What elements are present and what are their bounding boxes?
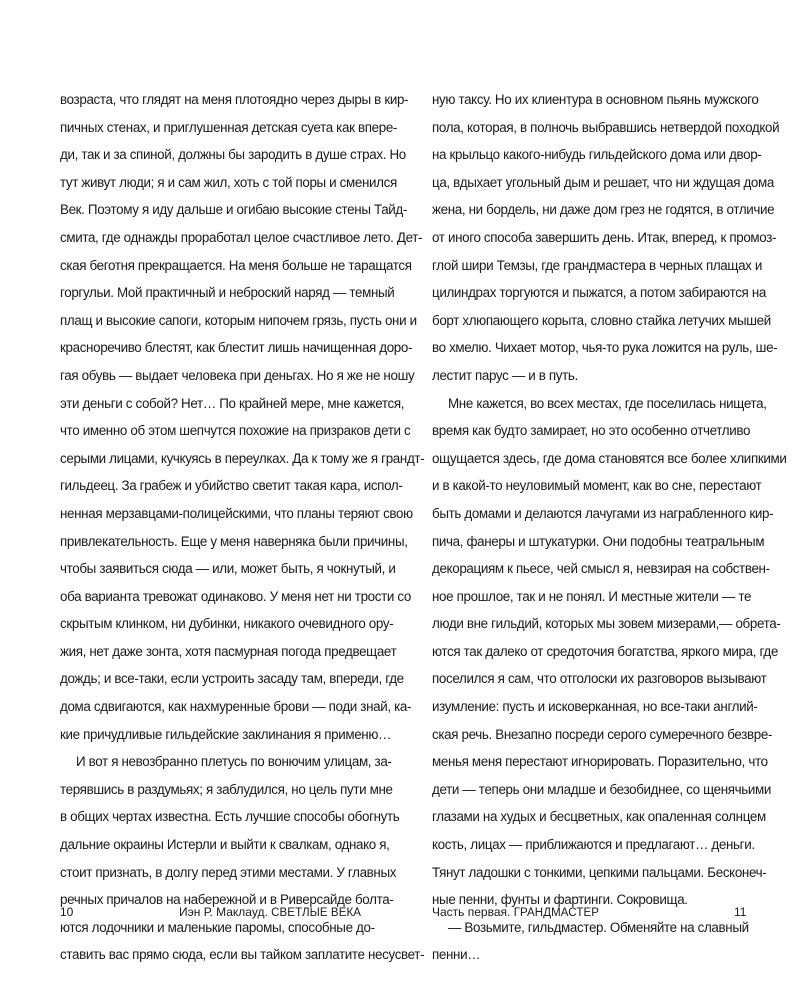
running-footer-right xyxy=(432,902,599,922)
running-footer-left xyxy=(179,902,361,922)
text-line: горгульи. Мой практичный и неброский наряд — темный xyxy=(60,285,395,301)
text-line: пенни… xyxy=(432,947,481,963)
text-line: дальние окраины Истерли и выйти к свалкам, однако я, xyxy=(60,837,390,853)
running-footer-part-title: ГРАНДМАСТЕР xyxy=(513,907,599,919)
text-line: Мне кажется, во всех местах, где поселилась нищета, xyxy=(448,395,767,411)
text-line: ская речь. Внезапно посреди серого сумеречного безвре- xyxy=(432,726,773,742)
text-line: ное прошлое, так и не понял. И местные жители — те xyxy=(432,588,752,604)
text-line: — Возьмите, гильдмастер. Обменяйте на славный xyxy=(448,919,749,935)
text-line: на крыльцо какого-нибудь гильдейского дома или двор- xyxy=(432,147,762,163)
text-line: тут живут люди; я и сам жил, хоть с той поры и сменился xyxy=(60,174,397,190)
text-line: глой шири Темзы, где грандмастера в черных плащах и xyxy=(432,257,763,273)
page-number-right: 11 xyxy=(734,905,747,919)
text-line: ощущается здесь, где дома становятся все более хлипкими xyxy=(432,450,787,466)
text-line: Век. Поэтому я иду дальше и огибаю высокие стены Тайд- xyxy=(60,202,407,218)
left-page-text xyxy=(60,86,425,969)
text-line: борт хлюпающего корыта, словно стайка летучих мышей xyxy=(432,312,771,328)
text-line: лестит парус — и в путь. xyxy=(432,367,578,383)
text-line: ненная мерзавцами-полицейскими, что планы теряют свою xyxy=(60,505,413,521)
text-line: терявшись в раздумьях; я заблудился, но цель пути мне xyxy=(60,781,393,797)
text-line: красноречиво блестят, как блестит лишь начищенная доро- xyxy=(60,340,413,356)
text-line: жия, нет даже зонта, хотя пасмурная погода предвещает xyxy=(60,643,397,659)
text-line: ную таксу. Но их клиентура в основном пьянь мужского xyxy=(432,92,759,107)
text-line: люди вне гильдий, которых мы зовем мизерами,— обрета- xyxy=(432,616,781,632)
text-line: что именно об этом шепчутся похожие на призраков дети с xyxy=(60,423,411,439)
text-line: кие причудливые гильдейские заклинания я применю… xyxy=(60,726,392,742)
text-line: эти деньги с собой? Нет… По крайней мере, мне кажется, xyxy=(60,395,405,411)
text-line: чтобы заявиться сюда — или, может быть, я чокнутый, и xyxy=(60,561,396,577)
text-line: пичных стенах, и приглушенная детская суета как впере- xyxy=(60,119,398,135)
text-line: плащ и высокие сапоги, которым нипочем грязь, пусть они и xyxy=(60,312,417,328)
text-line: ставить вас прямо сюда, если вы тайком заплатите несусвет- xyxy=(60,947,425,963)
text-line: ца, вдыхает угольный дым и решает, что ни ждущая дома xyxy=(432,174,774,190)
text-line: во хмелю. Чихает мотор, чья-то рука ложится на руль, ше- xyxy=(432,340,778,356)
text-line: быть домами и делаются лачугами из награбленного кир- xyxy=(432,505,774,521)
text-line: и в какой-то неуловимый момент, как во сне, перестают xyxy=(432,478,762,494)
text-line: гильдеец. За грабеж и убийство светит такая кара, испол- xyxy=(60,478,403,494)
text-line: дома сдвигаются, как нахмуренные брови — поди знай, ка- xyxy=(60,699,412,715)
text-line: жена, ни бордель, ни даже дом грез не годятся, в отличие xyxy=(432,202,775,218)
running-footer-author: Иэн Р. Маклауд. xyxy=(179,905,268,919)
text-line: менья меня перестают игнорировать. Поразительно, что xyxy=(432,754,768,770)
text-line: кость, лицах — приближаются и предлагают… деньги. xyxy=(432,837,755,853)
running-footer-book-title: СВЕТЛЫЕ ВЕКА xyxy=(271,907,362,919)
text-line: декорациям к пьесе, чей смысл я, невзирая на собствен- xyxy=(432,561,770,577)
text-line: стоит признать, в долгу перед этими местами. У главных xyxy=(60,864,397,880)
text-line: от иного способа завершить день. Итак, вперед, к промоз- xyxy=(432,229,777,245)
text-line: ные пенни, фунты и фартинги. Сокровища. xyxy=(432,892,688,908)
text-line: ются так далеко от средоточия богатства, яркого мира, где xyxy=(432,643,778,659)
text-line: привлекательность. Еще у меня наверняка были причины, xyxy=(60,533,408,549)
text-line: глазами на худых и бесцветных, как опаленная солнцем xyxy=(432,809,766,825)
text-line: И вот я невозбранно плетусь по вонючим улицам, за- xyxy=(76,754,392,770)
text-line: ди, так и за спиной, должны бы зародить в душе страх. Но xyxy=(60,147,406,163)
page-number-left: 10 xyxy=(60,905,74,919)
text-line: в общих чертах известна. Есть лучшие способы обогнуть xyxy=(60,809,400,825)
running-footer-part: Часть первая. xyxy=(432,905,511,919)
text-line: дождь; и все-таки, если устроить засаду там, впереди, где xyxy=(60,671,404,687)
text-line: речных причалов на набережной и в Риверсайде болта- xyxy=(60,892,394,908)
text-line: дети — теперь они младше и безобиднее, со щенячьими xyxy=(432,781,772,797)
text-line: гая обувь — выдает человека при деньгах. Но я же не ношу xyxy=(60,367,415,383)
text-line: пола, которая, в полночь выбравшись нетвердой походкой xyxy=(432,119,780,135)
text-line: время как будто замирает, но это особенно отчетливо xyxy=(432,423,751,439)
text-line: смита, где однажды проработал целое счастливое лето. Дет- xyxy=(60,229,423,245)
text-line: возраста, что глядят на меня плотоядно через дыры в кир- xyxy=(60,92,409,107)
text-line: скрытым клинком, ни дубинки, никакого очевидного ору- xyxy=(60,616,394,632)
text-line: поселился я сам, что отголоски их разговоров вызывают xyxy=(432,671,767,687)
text-line: изумление: пусть и исковерканная, но все-таки англий- xyxy=(432,699,758,715)
text-line: оба варианта тревожат одинаково. У меня нет ни трости со xyxy=(60,588,411,604)
text-line: серыми лицами, кучкуясь в переулках. Да к тому же я грандт- xyxy=(60,450,425,466)
text-line: ются лодочники и маленькие паромы, способные до- xyxy=(60,919,375,935)
text-line: цилиндрах торгуются и пыжатся, а потом забираются на xyxy=(432,285,766,301)
text-line: ская беготня прекращается. На меня больше не таращатся xyxy=(60,257,412,273)
text-line: пича, фанеры и штукатурки. Они подобны театральным xyxy=(432,533,765,549)
text-line: Тянут ладошки с тонкими, цепкими пальцами. Бесконеч- xyxy=(432,864,767,880)
